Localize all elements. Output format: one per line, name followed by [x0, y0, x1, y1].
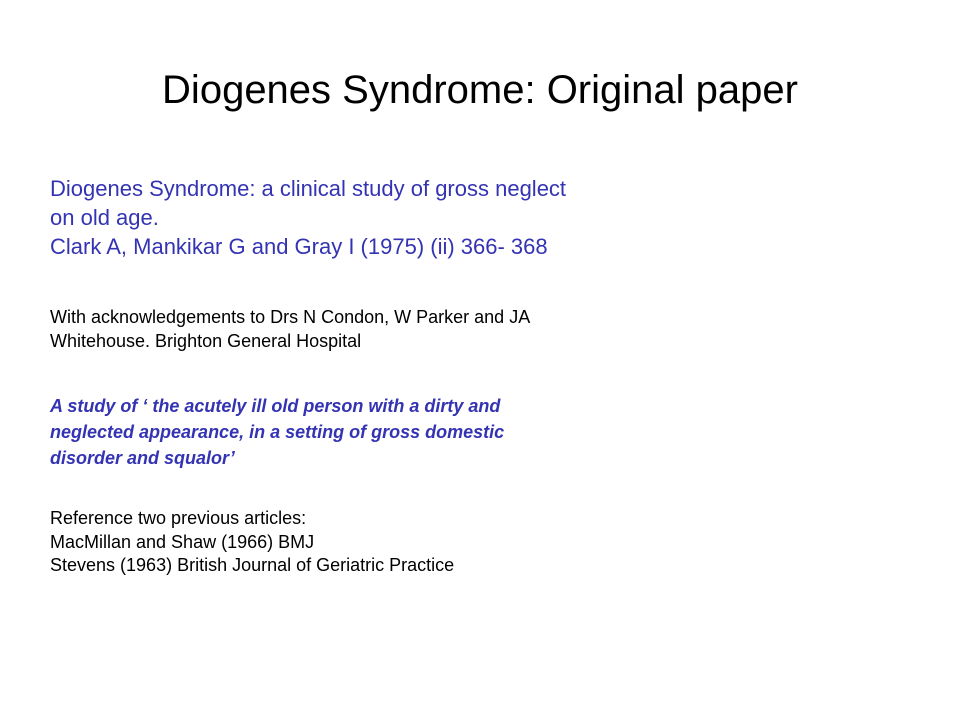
- acknowledgement: [50, 306, 910, 353]
- references-heading: Reference two previous articles:: [50, 508, 307, 528]
- acknowledgement-line: Whitehouse. Brighton General Hospital: [50, 330, 362, 351]
- reference-item: MacMillan and Shaw (1966) BMJ: [50, 531, 315, 552]
- study-quote: [50, 393, 910, 471]
- acknowledgement-line: With acknowledgements to Drs N Condon, W Parker and JA: [50, 307, 531, 327]
- reference-item: Stevens (1963) British Journal of Geriatric Practice: [50, 555, 455, 575]
- quote-line: disorder and squalor’: [50, 448, 235, 468]
- quote-line: neglected appearance, in a setting of gross domestic: [50, 422, 505, 442]
- citation-line: Clark A, Mankikar G and Gray I (1975) (ii) 366- 368: [50, 234, 548, 259]
- references: [50, 507, 910, 578]
- citation-line: Diogenes Syndrome: a clinical study of gross neglect: [50, 176, 567, 201]
- paper-citation: [50, 174, 910, 261]
- citation-line: on old age.: [50, 205, 159, 230]
- slide-title: Diogenes Syndrome: Original paper: [162, 68, 798, 112]
- quote-line: A study of ‘ the acutely ill old person with a dirty and: [50, 396, 501, 416]
